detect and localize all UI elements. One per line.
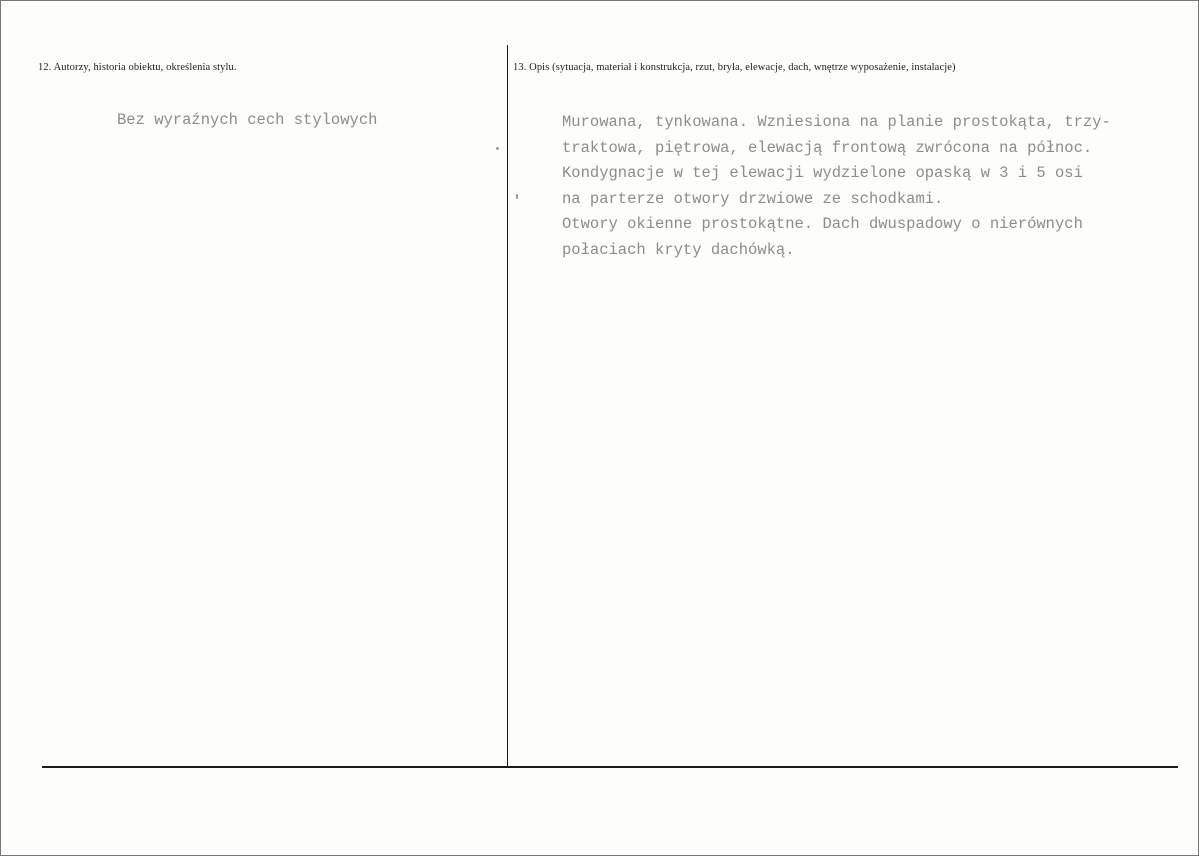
field-13-value	[562, 110, 1111, 263]
description-line-3: Kondygnacje w tej elewacji wydzielone opaską w 3 i 5 osi	[562, 164, 1083, 182]
description-line-2: traktowa, piętrowa, elewacją frontową zwrócona na północ.	[562, 138, 1093, 157]
field-13-label: 13. Opis (sytuacja, materiał i konstrukcja, rzut, bryła, elewacje, dach, wnętrze wyposażenie, instalacje)	[513, 62, 956, 73]
description-line-6: połaciach kryty dachówką.	[562, 240, 795, 259]
description-line-5: Otwory okienne prostokątne. Dach dwuspadowy o nierównych	[562, 215, 1083, 233]
bottom-rule	[42, 766, 1178, 768]
field-12-label: 12. Autorzy, historia obiektu, określenia stylu.	[38, 62, 237, 73]
field-12-value: Bez wyraźnych cech stylowych	[117, 111, 378, 129]
description-line-4: na parterze otwory drzwiowe ze schodkami.	[562, 189, 944, 208]
paper-speck	[516, 194, 518, 199]
paper-speck	[496, 147, 499, 150]
description-line-1: Murowana, tynkowana. Wzniesiona na planie prostokąta, trzy-	[562, 113, 1111, 131]
column-divider	[507, 45, 508, 767]
